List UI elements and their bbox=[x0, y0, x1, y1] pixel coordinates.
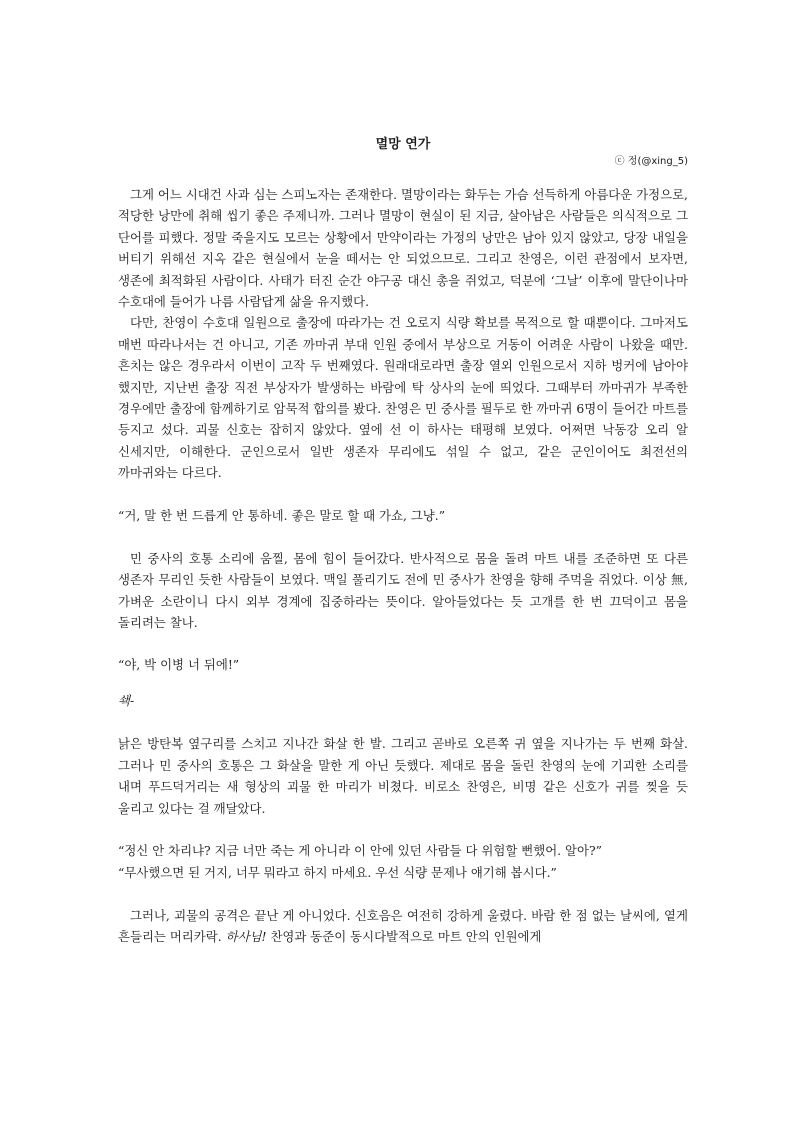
paragraph-1: 그게 어느 시대건 사과 심는 스피노자는 존재한다. 멸망이라는 화두는 가슴 선득하게 아름다운 가정으로, 적당한 낭만에 취해 씹기 좋은 주제니까. 그러나 멸망이 현실이 된 지금, 살아남은 사람들은 의식적으로 그 단어를 피했다. 정말 죽을지도 모르는 상황에서 만약이라는 가정의 낭만은 남아 있지 않았고, 당장 내일을 버티기 위해선 지옥 같은 현실에서 눈을 떼서는 안 되었으므로. 그리고 찬영은, 이런 관점에서 보자면, 생존에 최적화된 사람이다. 사태가 터진 순간 야구공 대신 총을 쥐었고, 덕분에 ‘그날’ 이후에 말단이나마 수호대에 들어가 나름 사람답게 삶을 유지했다. bbox=[118, 187, 688, 310]
spacer bbox=[118, 484, 688, 505]
sound-effect: 쇅- bbox=[118, 693, 135, 709]
document-page bbox=[118, 136, 688, 948]
dialogue-line-1: “거, 말 한 번 드릅게 안 통하네. 좋은 말로 할 때 가쇼, 그냥.” bbox=[118, 507, 446, 523]
dialogue-line-2: “야, 박 이병 너 뒤에!” bbox=[118, 657, 240, 673]
paragraph-3: 민 중사의 호통 소리에 움찔, 몸에 힘이 들어갔다. 반사적으로 몸을 돌려 마트 내를 조준하면 또 다른 생존자 무리인 듯한 사람들이 보였다. 맥일 풀리기도 전에 민 중사가 찬영을 향해 주먹을 쥐었다. 이상 無, 가벼운 소란이니 다시 외부 경계에 집중하라는 뜻이다. 알아들었다는 듯 고개를 한 번 끄덕이고 몸을 돌리려는 찰나. bbox=[118, 550, 688, 630]
spacer bbox=[118, 819, 688, 840]
emphasis-text: 하사님! bbox=[225, 929, 267, 945]
spacer bbox=[118, 527, 688, 548]
spacer bbox=[118, 712, 688, 733]
paragraph-2: 다만, 찬영이 수호대 일원으로 출장에 따라가는 건 오로지 식량 확보를 목적으로 할 때뿐이다. 그마저도 매번 따라나서는 건 아니고, 기존 까마귀 부대 인원 중에서 부상으로 거동이 어려운 사람이 나왔을 때만. 흔치는 않은 경우라서 이번이 고작 두 번째였다. 원래대로라면 출장 열외 인원으로서 지하 벙커에 남아야 했지만, 지난번 출장 직전 부상자가 발생하는 바람에 탁 상사의 눈에 띄었다. 그때부터 까마귀가 부족한 경우에만 출장에 함께하기로 암묵적 합의를 봤다. 찬영은 민 중사를 필두로 한 까마귀 6명이 들어간 마트를 등지고 섰다. 괴물 신호는 잡히지 않았다. 옆에 선 이 하사는 태평해 보였다. 어쩌면 낙동강 오리 알 신세지만, 이해한다. 군인으로서 일반 생존자 무리에도 섞일 수 없고, 같은 군인이어도 최전선의 까마귀와는 다르다. bbox=[118, 315, 688, 481]
spacer bbox=[118, 676, 688, 690]
document-title: 멸망 연가 bbox=[375, 137, 431, 152]
spacer bbox=[118, 884, 688, 905]
paragraph-4: 낡은 방탄복 옆구리를 스치고 지나간 화살 한 발. 그리고 곧바로 오른쪽 귀 옆을 지나가는 두 번째 화살. 그러나 민 중사의 호통은 그 화살을 말한 게 아닌 듯했다. 제대로 몸을 돌린 찬영의 눈에 기괴한 소리를 내며 푸드덕거리는 새 형상의 괴물 한 마리가 비쳤다. 비로소 찬영은, 비명 같은 신호가 귀를 찢을 듯 울리고 있다는 걸 깨달았다. bbox=[118, 736, 688, 816]
dialogue-line-4: “무사했으면 된 거지, 너무 뭐라고 하지 마세요. 우선 식량 문제나 얘기해 봅시다.” bbox=[118, 864, 557, 880]
paragraph-5 bbox=[118, 905, 688, 948]
spacer bbox=[118, 633, 688, 654]
dialogue-line-3: “정신 안 차리냐? 지금 너만 죽는 게 아니라 이 안에 있던 사람들 다 위험할 뻔했어. 알아?” bbox=[118, 842, 602, 858]
paragraph-5-end: 찬영과 동준이 동시다발적으로 마트 안의 인원에게 bbox=[270, 929, 542, 945]
paragraph-5-start: 그러나, 괴물의 공격은 끝난 게 아니었다. 신호음은 여전히 강하게 울렸다. 바람 한 점 없는 날씨에, 옅게 흔들리는 머리카락. bbox=[118, 907, 688, 945]
author-credit: ⓒ 정(@xing_5) bbox=[614, 156, 688, 167]
